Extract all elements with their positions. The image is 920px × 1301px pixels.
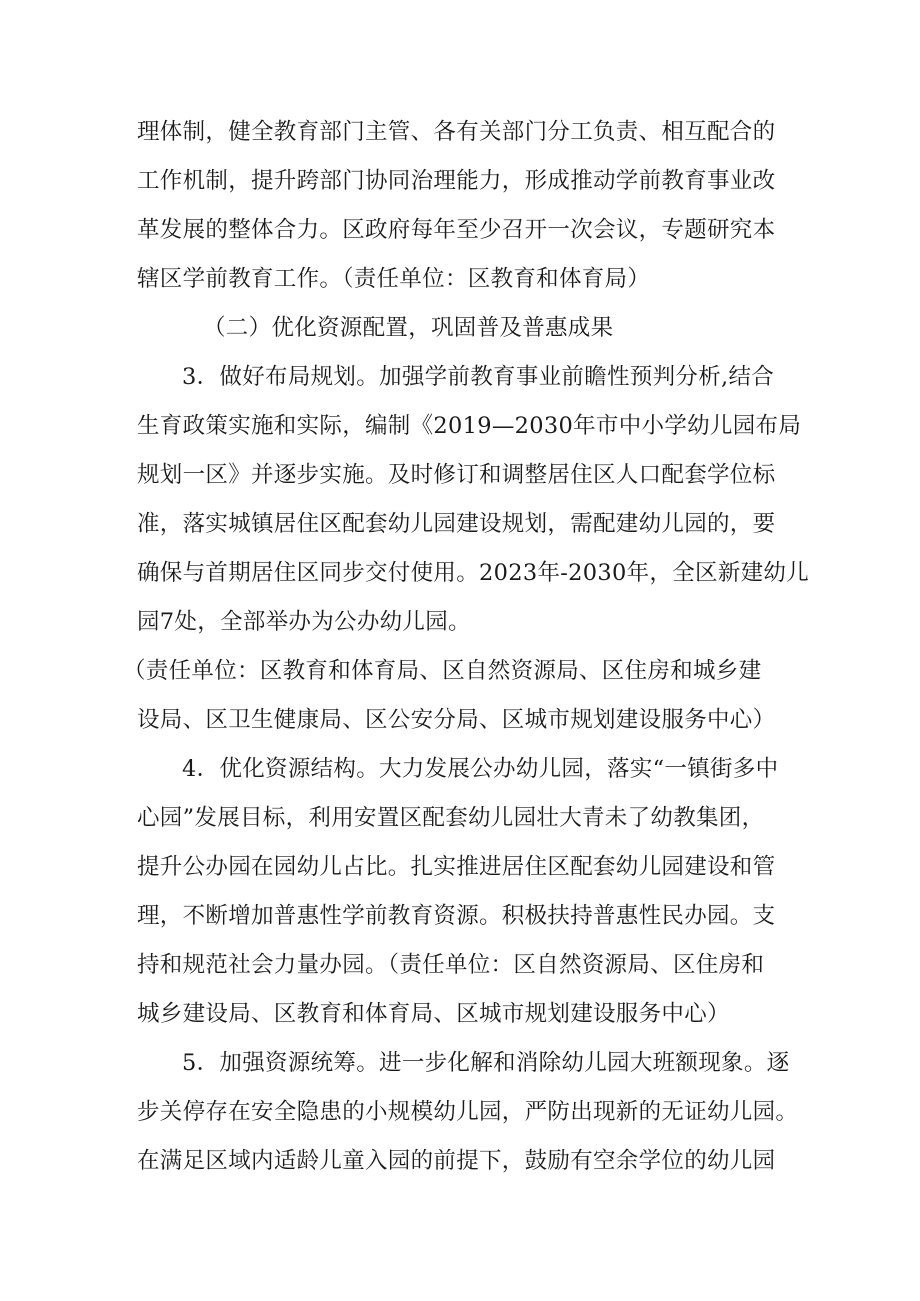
paragraph-line: 在满足区域内适龄儿童入园的前提下，鼓励有空余学位的幼儿园 <box>137 1148 776 1174</box>
section-heading: （二）优化资源配置，巩固普及普惠成果 <box>203 315 614 341</box>
paragraph-line: 5．加强资源统筹。进一步化解和消除幼儿园大班额现象。逐 <box>182 1050 790 1076</box>
paragraph-line: 3．做好布局规划。加强学前教育事业前瞻性预判分析,结合 <box>182 364 775 390</box>
paragraph-line: 心园”发展目标，利用安置区配套幼儿园壮大青未了幼教集团， <box>137 805 765 831</box>
paragraph-line: 工作机制，提升跨部门协同治理能力，形成推动学前教育事业改 <box>137 168 776 194</box>
paragraph-line: （责任单位：区教育和体育局、区自然资源局、区住房和城乡建 <box>123 658 762 684</box>
paragraph-line: 园7处，全部举办为公办幼儿园。 <box>137 609 471 635</box>
paragraph-line: 规划一区》并逐步实施。及时修订和调整居住区人口配套学位标 <box>137 462 776 488</box>
paragraph-line: 设局、区卫生健康局、区公安分局、区城市规划建设服务中心） <box>137 707 776 733</box>
paragraph-line: 生育政策实施和实际，编制《2019—2030年市中小学幼儿园布局 <box>137 413 802 439</box>
paragraph-line: 理体制，健全教育部门主管、各有关部门分工负责、相互配合的 <box>137 119 776 145</box>
paragraph-line: 4．优化资源结构。大力发展公办幼儿园，落实“一镇街多中 <box>182 756 779 782</box>
paragraph-line: 辖区学前教育工作。（责任单位：区教育和体育局） <box>137 266 651 292</box>
paragraph-line: 提升公办园在园幼儿占比。扎实推进居住区配套幼儿园建设和管 <box>137 854 776 880</box>
paragraph-line: 城乡建设局、区教育和体育局、区城市规划建设服务中心） <box>137 1001 730 1027</box>
paragraph-line: 革发展的整体合力。区政府每年至少召开一次会议，专题研究本 <box>137 217 776 243</box>
paragraph-line: 步关停存在安全隐患的小规模幼儿园，严防出现新的无证幼儿园。 <box>137 1099 799 1125</box>
paragraph-line: 持和规范社会力量办园。（责任单位：区自然资源局、区住房和 <box>137 952 765 978</box>
paragraph-line: 确保与首期居住区同步交付使用。2023年-2030年，全区新建幼儿 <box>137 560 810 586</box>
paragraph-line: 准，落实城镇居住区配套幼儿园建设规划，需配建幼儿园的，要 <box>137 511 776 537</box>
paragraph-line: 理，不断增加普惠性学前教育资源。积极扶持普惠性民办园。支 <box>137 903 776 929</box>
